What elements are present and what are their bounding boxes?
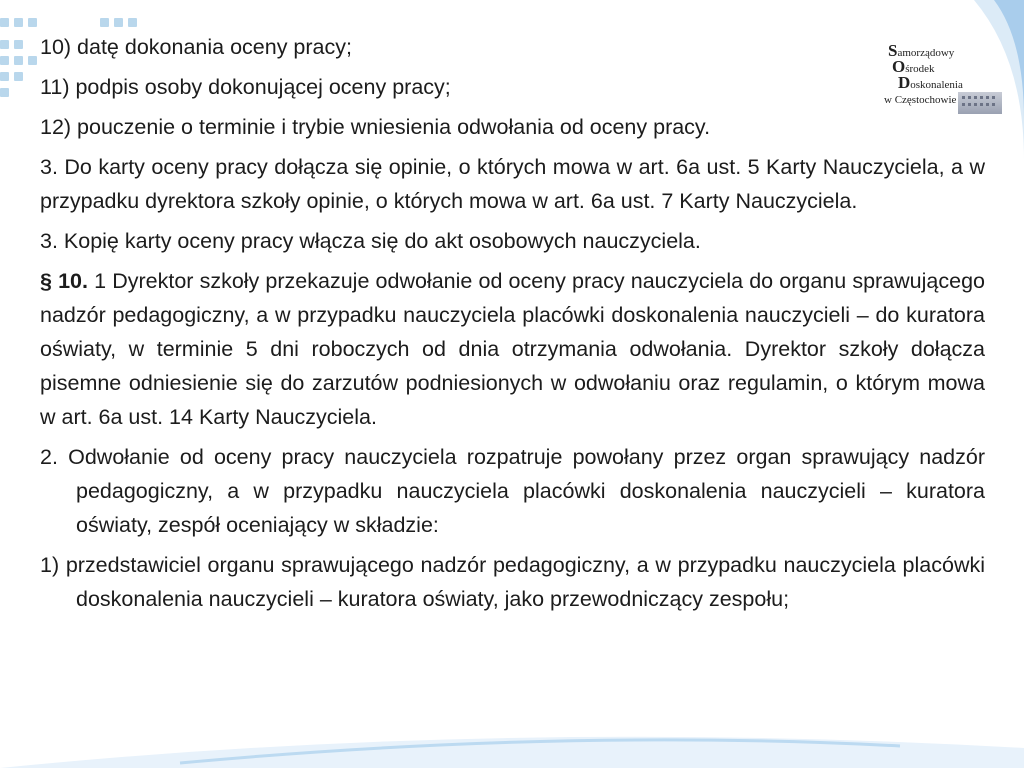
paragraph-section-3b: 3. Kopię karty oceny pracy włącza się do akt osobowych nauczyciela. xyxy=(40,229,701,253)
paragraph-section-2: 2. Odwołanie od oceny pracy nauczyciela rozpatruje powołany przez organ sprawujący nadzór pedagogiczny, a w przypadku nauczyciela placówki doskonalenia nauczycieli – kuratora oświaty, zespół oceniający w składzie: xyxy=(40,445,985,537)
paragraph-item-12: 12) pouczenie o terminie i trybie wniesienia odwołania od oceny pracy. xyxy=(40,115,711,139)
paragraph-item-1: 1) przedstawiciel organu sprawującego nadzór pedagogiczny, a w przypadku nauczyciela placówki doskonalenia nauczycieli – kuratora oświaty, jako przewodniczący zespołu; xyxy=(40,553,985,611)
logo-line-3: Doskonalenia xyxy=(898,73,963,92)
logo-line-4: w Częstochowie xyxy=(884,94,957,106)
logo-line-2: Ośrodek xyxy=(892,57,935,76)
section-10-heading: § 10. xyxy=(40,269,88,293)
paragraph-section-3a: 3. Do karty oceny pracy dołącza się opinie, o których mowa w art. 6a ust. 5 Karty Nauczyciela, a w przypadku dyrektora szkoły opinie, o których mowa w art. 6a ust. 7 Karty Nauczyciela. xyxy=(40,155,985,213)
paragraph-section-10 xyxy=(40,264,985,434)
section-10-text: 1 Dyrektor szkoły przekazuje odwołanie od oceny pracy nauczyciela do organu sprawującego nadzór pedagogiczny, a w przypadku nauczyciela placówki doskonalenia nauczycieli – do kuratora oświaty, w terminie 5 dni roboczych od dnia otrzymania odwołania. Dyrektor szkoły dołącza pisemne odniesienie się do zarzutów podniesionych w odwołaniu oraz regulamin, o którym mowa w art. 6a ust. 14 Karty Nauczyciela. xyxy=(40,269,985,429)
paragraph-item-11: 11) podpis osoby dokonującej oceny pracy; xyxy=(40,75,451,99)
bottom-swoosh-decoration xyxy=(0,708,1024,768)
logo-line-1: Samorządowy xyxy=(888,41,955,60)
paragraph-item-10: 10) datę dokonania oceny pracy; xyxy=(40,35,352,59)
slide-body xyxy=(40,30,985,622)
